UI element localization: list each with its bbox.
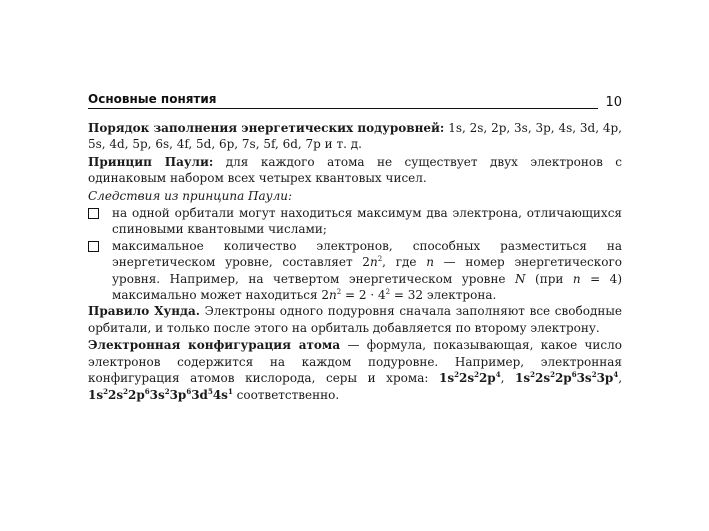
filling-order-text: 1s, 2s, 2p, 3s, 3p, 4s, 3d, 4p, 5s, 4d, 5p, 6s, 4f, 5d, 6p, 7s, 5f, 6d, 7p и т. д. — [88, 121, 622, 152]
sulfur-config: $1s^22s^22p^63s^23p^4$ — [514, 370, 619, 386]
pauli-principle-paragraph — [88, 154, 622, 187]
hund-rule-text: Электроны одного подуровня сначала заполняют все свободные орбитали, и только после этого на орбиталь добавляется по второму электрону. — [88, 304, 622, 335]
list-item-text: максимальное количество электронов, способных разместиться на энергетическом уровне, составляет $2n^2$, где n — номер энергетического уровня. Например, на четвертом энергетическом уровне N (при n = 4) максимально может находиться $2n^2 = 2 \cdot 4^2 = 32$ электрона. — [112, 238, 623, 303]
hund-rule-term: Правило Хунда. — [88, 304, 200, 319]
electron-config-term: Электронная конфигурация атома — [88, 338, 341, 353]
electron-config-ending: соответственно. — [232, 387, 340, 402]
electron-config-text: — формула, показывающая, какое число электронов содержится на каждом подуровне. Например, электронная конфигурация атомов кислорода, серы и хрома: — [88, 338, 622, 386]
electron-config-paragraph: Электронная конфигурация атома — формула, показывающая, какое число электронов содержится на каждом подуровне. Например, электронная конфигурация атомов кислорода, серы и хрома: $1s^22s^22p^4$, $1s^22s^22p^63s^23p^4$, $1s^22s^22p^63s^23p^63d^54s^1$ соответственно. — [88, 338, 623, 402]
section-title: Основные понятия — [88, 92, 217, 106]
filling-order-paragraph — [88, 120, 622, 153]
list-item — [88, 205, 622, 238]
list-item-text: на одной орбитали могут находиться максимум два электрона, отличающихся спиновыми квантовыми числами; — [112, 206, 622, 237]
page-body — [88, 120, 622, 404]
oxygen-config: $1s^22s^22p^4$ — [438, 370, 501, 386]
pauli-principle-text: для каждого атома не существует двух электронов с одинаковым набором всех четырех квантовых чисел. — [88, 154, 622, 186]
pauli-consequences-heading: Следствия из принципа Паули: — [88, 188, 293, 203]
page-header — [88, 92, 630, 112]
checkbox-icon — [88, 241, 99, 252]
list-item — [88, 238, 622, 304]
header-divider — [88, 108, 598, 109]
chromium-config: $1s^22s^22p^63s^23p^63d^54s^1$ — [88, 386, 233, 402]
page-number: 10 — [605, 95, 622, 110]
filling-order-term: Порядок заполнения энергетических подуровней: — [88, 121, 445, 135]
pauli-principle-term: Принцип Паули: — [88, 154, 214, 169]
consequences-list — [88, 205, 622, 303]
checkbox-icon — [88, 208, 99, 219]
hund-rule-paragraph — [88, 303, 622, 336]
